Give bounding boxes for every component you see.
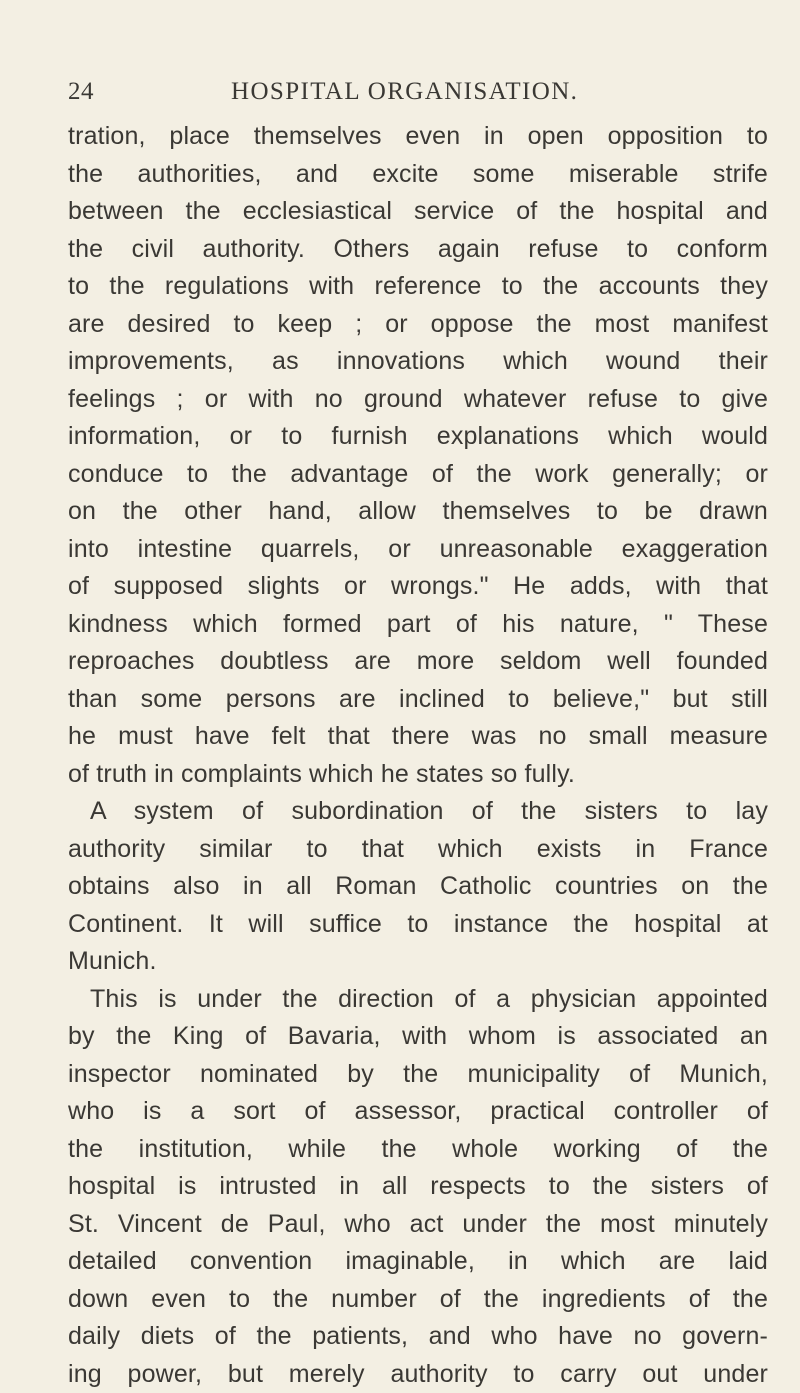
text-line: kindness which formed part of his nature, " These [68,606,768,644]
text-line: feelings ; or with no ground whatever refuse to give [68,381,768,419]
text-line: Continent. It will suffice to instance the hospital at [68,906,768,944]
page-header [68,78,768,112]
text-line: between the ecclesiastical service of the hospital and [68,193,768,231]
text-line: Munich. [68,943,768,981]
text-line: A system of subordination of the sisters to lay [68,793,768,831]
text-line: improvements, as innovations which wound their [68,343,768,381]
text-line: by the King of Bavaria, with whom is associated an [68,1018,768,1056]
text-line: of truth in complaints which he states so fully. [68,756,768,794]
text-line: detailed convention imaginable, in which are laid [68,1243,768,1281]
text-line: down even to the number of the ingredients of the [68,1281,768,1319]
text-line: the civil authority. Others again refuse to conform [68,231,768,269]
text-line: ing power, but merely authority to carry out under [68,1356,768,1393]
text-line: This is under the direction of a physician appointed [68,981,768,1019]
text-line: conduce to the advantage of the work generally; or [68,456,768,494]
text-line: daily diets of the patients, and who have no govern- [68,1318,768,1356]
text-line: are desired to keep ; or oppose the most manifest [68,306,768,344]
text-line: reproaches doubtless are more seldom well founded [68,643,768,681]
body-text [68,118,768,1393]
text-line: information, or to furnish explanations which would [68,418,768,456]
text-line: into intestine quarrels, or unreasonable exaggeration [68,531,768,569]
text-line: on the other hand, allow themselves to be drawn [68,493,768,531]
text-line: tration, place themselves even in open opposition to [68,118,768,156]
text-line: he must have felt that there was no small measure [68,718,768,756]
text-line: authority similar to that which exists in France [68,831,768,869]
running-title: HOSPITAL ORGANISATION. [231,78,578,106]
text-line: who is a sort of assessor, practical controller of [68,1093,768,1131]
text-line: the institution, while the whole working of the [68,1131,768,1169]
text-line: of supposed slights or wrongs." He adds, with that [68,568,768,606]
text-line: hospital is intrusted in all respects to the sisters of [68,1168,768,1206]
text-line: the authorities, and excite some miserable strife [68,156,768,194]
text-line: St. Vincent de Paul, who act under the most minutely [68,1206,768,1244]
text-line: to the regulations with reference to the accounts they [68,268,768,306]
text-line: than some persons are inclined to believe," but still [68,681,768,719]
text-line: inspector nominated by the municipality of Munich, [68,1056,768,1094]
page-number: 24 [68,78,94,106]
text-line: obtains also in all Roman Catholic countries on the [68,868,768,906]
